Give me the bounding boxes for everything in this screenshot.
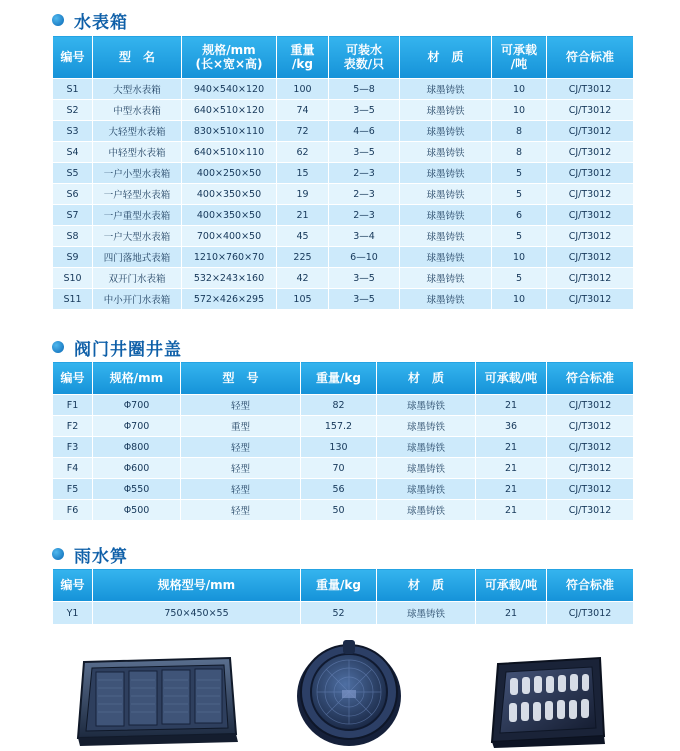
table-cell: 70 xyxy=(301,458,377,479)
bullet-icon xyxy=(52,341,64,353)
table-row xyxy=(53,602,634,625)
table-cell: 19 xyxy=(277,184,329,205)
column-header: 规格/mm xyxy=(93,362,181,395)
table-row xyxy=(53,437,634,458)
column-header: 编号 xyxy=(53,569,93,602)
table-cell: CJ/T3012 xyxy=(547,184,634,205)
column-header: 重量/kg xyxy=(301,569,377,602)
manhole-cover-image xyxy=(294,632,404,748)
table-cell: 10 xyxy=(492,100,547,121)
valve-cover-table xyxy=(52,361,634,521)
table-cell: 球墨铸铁 xyxy=(400,79,492,100)
table-cell: 3—5 xyxy=(329,289,400,310)
table-cell: 球墨铸铁 xyxy=(400,163,492,184)
table-cell: 1210×760×70 xyxy=(182,247,277,268)
table-cell: Y1 xyxy=(53,602,93,625)
column-header: 材 质 xyxy=(377,362,476,395)
table-cell: CJ/T3012 xyxy=(547,268,634,289)
table-cell: Φ700 xyxy=(93,395,181,416)
table-cell: F4 xyxy=(53,458,93,479)
table-cell: 5—8 xyxy=(329,79,400,100)
table-cell: 10 xyxy=(492,289,547,310)
table-cell: 球墨铸铁 xyxy=(377,395,476,416)
table-row xyxy=(53,121,634,142)
table-cell: 中轻型水表箱 xyxy=(93,142,182,163)
table-cell: 750×450×55 xyxy=(93,602,301,625)
table-cell: F1 xyxy=(53,395,93,416)
table-cell: S8 xyxy=(53,226,93,247)
table-row xyxy=(53,458,634,479)
column-header: 材 质 xyxy=(377,569,476,602)
table-cell: Φ550 xyxy=(93,479,181,500)
table-cell: 8 xyxy=(492,142,547,163)
column-header: 可承载/吨 xyxy=(476,362,547,395)
table-cell: CJ/T3012 xyxy=(547,458,634,479)
table-cell: 3—5 xyxy=(329,268,400,289)
water-meter-box-table xyxy=(52,35,634,310)
column-header: 符合标准 xyxy=(547,36,634,79)
column-header: 可装水 表数/只 xyxy=(329,36,400,79)
table-cell: 中小开门水表箱 xyxy=(93,289,182,310)
table-cell: Φ600 xyxy=(93,458,181,479)
table-cell: 36 xyxy=(476,416,547,437)
table-cell: CJ/T3012 xyxy=(547,479,634,500)
table-cell: 700×400×50 xyxy=(182,226,277,247)
table-row xyxy=(53,184,634,205)
table-cell: 2—3 xyxy=(329,184,400,205)
column-header: 可承载 /吨 xyxy=(492,36,547,79)
table-cell: 双开门水表箱 xyxy=(93,268,182,289)
table-cell: 球墨铸铁 xyxy=(377,479,476,500)
table-cell: 640×510×120 xyxy=(182,100,277,121)
table-cell: F6 xyxy=(53,500,93,521)
rain-grate-image xyxy=(488,652,606,748)
table-cell: 72 xyxy=(277,121,329,142)
table-cell: 球墨铸铁 xyxy=(400,184,492,205)
table-cell: 一户小型水表箱 xyxy=(93,163,182,184)
meter-box-cover-image xyxy=(70,648,240,748)
column-header: 规格型号/mm xyxy=(93,569,301,602)
table-cell: 3—4 xyxy=(329,226,400,247)
column-header: 符合标准 xyxy=(547,569,634,602)
table-cell: CJ/T3012 xyxy=(547,437,634,458)
table-cell: 2—3 xyxy=(329,163,400,184)
table-cell: S9 xyxy=(53,247,93,268)
table-cell: 8 xyxy=(492,121,547,142)
table-cell: CJ/T3012 xyxy=(547,163,634,184)
table-row xyxy=(53,100,634,121)
table-cell: 400×350×50 xyxy=(182,184,277,205)
table-cell: S3 xyxy=(53,121,93,142)
table-header-row xyxy=(53,569,634,602)
table-cell: CJ/T3012 xyxy=(547,500,634,521)
table-cell: CJ/T3012 xyxy=(547,79,634,100)
table-cell: 6 xyxy=(492,205,547,226)
table-cell: 6—10 xyxy=(329,247,400,268)
column-header: 重量/kg xyxy=(301,362,377,395)
table-cell: 3—5 xyxy=(329,142,400,163)
column-header: 编号 xyxy=(53,36,93,79)
table-cell: 52 xyxy=(301,602,377,625)
table-cell: 四门落地式表箱 xyxy=(93,247,182,268)
table-cell: 球墨铸铁 xyxy=(377,416,476,437)
table-cell: 830×510×110 xyxy=(182,121,277,142)
table-cell: S7 xyxy=(53,205,93,226)
table-cell: 一户轻型水表箱 xyxy=(93,184,182,205)
column-header: 符合标准 xyxy=(547,362,634,395)
table-row xyxy=(53,163,634,184)
table-cell: 球墨铸铁 xyxy=(400,100,492,121)
table-cell: 球墨铸铁 xyxy=(377,500,476,521)
table-cell: CJ/T3012 xyxy=(547,142,634,163)
table-cell: 5 xyxy=(492,163,547,184)
table-cell: S10 xyxy=(53,268,93,289)
table-cell: 一户大型水表箱 xyxy=(93,226,182,247)
table-cell: 157.2 xyxy=(301,416,377,437)
column-header: 型 名 xyxy=(93,36,182,79)
table-cell: 21 xyxy=(476,437,547,458)
table-cell: 5 xyxy=(492,268,547,289)
bullet-icon xyxy=(52,14,64,26)
table-cell: 21 xyxy=(476,395,547,416)
section-title-rain-grate xyxy=(52,543,128,565)
table-cell: 21 xyxy=(476,458,547,479)
table-cell: 400×350×50 xyxy=(182,205,277,226)
table-cell: 21 xyxy=(277,205,329,226)
table-cell: CJ/T3012 xyxy=(547,416,634,437)
table-cell: 轻型 xyxy=(181,437,301,458)
table-cell: 21 xyxy=(476,479,547,500)
table-cell: 轻型 xyxy=(181,479,301,500)
table-cell: 球墨铸铁 xyxy=(377,602,476,625)
table-cell: 532×243×160 xyxy=(182,268,277,289)
table-cell: S6 xyxy=(53,184,93,205)
table-cell: 球墨铸铁 xyxy=(377,437,476,458)
table-cell: CJ/T3012 xyxy=(547,602,634,625)
table-cell: 3—5 xyxy=(329,100,400,121)
table-cell: S2 xyxy=(53,100,93,121)
table-cell: 45 xyxy=(277,226,329,247)
table-cell: CJ/T3012 xyxy=(547,205,634,226)
table-cell: 球墨铸铁 xyxy=(400,289,492,310)
table-cell: 21 xyxy=(476,500,547,521)
section-title-text: 水表箱 xyxy=(74,12,128,33)
table-cell: 56 xyxy=(301,479,377,500)
table-cell: S1 xyxy=(53,79,93,100)
table-cell: F2 xyxy=(53,416,93,437)
table-cell: 大轻型水表箱 xyxy=(93,121,182,142)
table-cell: 50 xyxy=(301,500,377,521)
table-cell: 82 xyxy=(301,395,377,416)
table-row xyxy=(53,226,634,247)
table-cell: 225 xyxy=(277,247,329,268)
rain-grate-table xyxy=(52,568,634,625)
table-cell: S11 xyxy=(53,289,93,310)
table-cell: S5 xyxy=(53,163,93,184)
column-header: 编号 xyxy=(53,362,93,395)
column-header: 材 质 xyxy=(400,36,492,79)
table-cell: CJ/T3012 xyxy=(547,226,634,247)
table-header-row xyxy=(53,362,634,395)
table-cell: 球墨铸铁 xyxy=(377,458,476,479)
table-row xyxy=(53,142,634,163)
table-cell: 轻型 xyxy=(181,500,301,521)
section-title-water-meter-box xyxy=(52,9,128,31)
table-cell: Φ700 xyxy=(93,416,181,437)
table-cell: 572×426×295 xyxy=(182,289,277,310)
table-cell: 2—3 xyxy=(329,205,400,226)
table-cell: 重型 xyxy=(181,416,301,437)
table-cell: 100 xyxy=(277,79,329,100)
table-cell: 15 xyxy=(277,163,329,184)
table-cell: 中型水表箱 xyxy=(93,100,182,121)
table-header-row xyxy=(53,36,634,79)
table-cell: 大型水表箱 xyxy=(93,79,182,100)
table-cell: 62 xyxy=(277,142,329,163)
table-cell: 400×250×50 xyxy=(182,163,277,184)
table-cell: 21 xyxy=(476,602,547,625)
table-cell: 球墨铸铁 xyxy=(400,121,492,142)
table-cell: Φ800 xyxy=(93,437,181,458)
table-cell: 球墨铸铁 xyxy=(400,268,492,289)
table-cell: 10 xyxy=(492,247,547,268)
table-cell: 130 xyxy=(301,437,377,458)
column-header: 重量 /kg xyxy=(277,36,329,79)
table-cell: 球墨铸铁 xyxy=(400,247,492,268)
table-cell: CJ/T3012 xyxy=(547,289,634,310)
table-cell: 球墨铸铁 xyxy=(400,205,492,226)
column-header: 型 号 xyxy=(181,362,301,395)
table-cell: 640×510×110 xyxy=(182,142,277,163)
section-title-text: 阀门井圈井盖 xyxy=(74,339,182,360)
column-header: 可承载/吨 xyxy=(476,569,547,602)
table-cell: 5 xyxy=(492,184,547,205)
table-cell: 105 xyxy=(277,289,329,310)
table-cell: 球墨铸铁 xyxy=(400,142,492,163)
table-cell: 10 xyxy=(492,79,547,100)
table-cell: 42 xyxy=(277,268,329,289)
bullet-icon xyxy=(52,548,64,560)
table-cell: F5 xyxy=(53,479,93,500)
table-cell: S4 xyxy=(53,142,93,163)
table-row xyxy=(53,247,634,268)
column-header: 规格/mm (长×宽×高) xyxy=(182,36,277,79)
table-row xyxy=(53,416,634,437)
table-cell: 4—6 xyxy=(329,121,400,142)
section-title-valve-cover xyxy=(52,336,182,358)
table-row xyxy=(53,479,634,500)
table-row xyxy=(53,289,634,310)
table-cell: F3 xyxy=(53,437,93,458)
table-row xyxy=(53,79,634,100)
table-cell: 74 xyxy=(277,100,329,121)
table-cell: CJ/T3012 xyxy=(547,121,634,142)
table-cell: CJ/T3012 xyxy=(547,100,634,121)
table-cell: 轻型 xyxy=(181,458,301,479)
table-row xyxy=(53,268,634,289)
table-cell: 球墨铸铁 xyxy=(400,226,492,247)
table-cell: CJ/T3012 xyxy=(547,247,634,268)
table-cell: 5 xyxy=(492,226,547,247)
table-row xyxy=(53,205,634,226)
table-cell: Φ500 xyxy=(93,500,181,521)
table-row xyxy=(53,395,634,416)
table-cell: CJ/T3012 xyxy=(547,395,634,416)
table-cell: 940×540×120 xyxy=(182,79,277,100)
table-cell: 轻型 xyxy=(181,395,301,416)
section-title-text: 雨水箅 xyxy=(74,546,128,567)
table-cell: 一户重型水表箱 xyxy=(93,205,182,226)
table-row xyxy=(53,500,634,521)
